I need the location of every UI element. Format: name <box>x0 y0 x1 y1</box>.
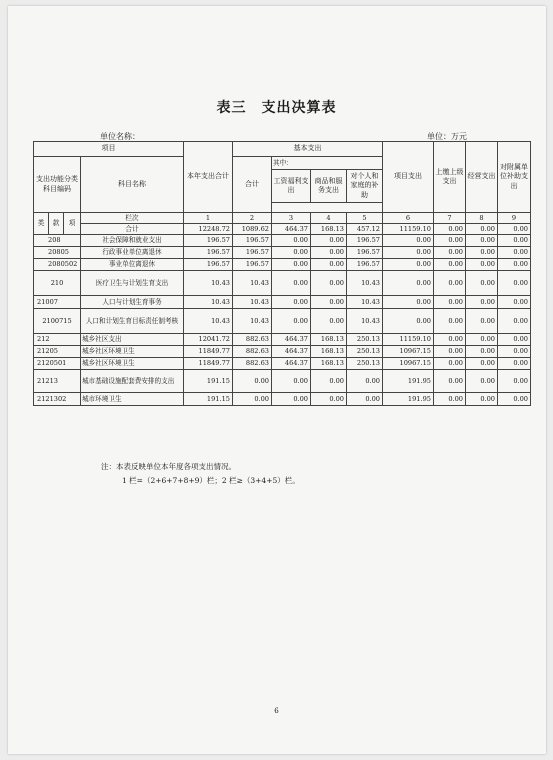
amount-cell: 0.00 <box>434 259 466 271</box>
amount-cell: 0.00 <box>498 247 531 259</box>
unit-name-label: 单位名称： <box>100 132 140 141</box>
amount-cell: 0.00 <box>466 235 498 247</box>
subject-name: 社会保障和就业支出 <box>81 235 184 247</box>
amount-cell: 0.00 <box>434 271 466 296</box>
amount-cell: 250.13 <box>347 358 383 370</box>
amount-cell: 0.00 <box>272 247 311 259</box>
subject-code: 21213 <box>34 370 81 393</box>
annual-total-header: 本年支出合计 <box>184 142 233 213</box>
amount-cell: 0.00 <box>233 370 272 393</box>
table-row <box>34 393 531 406</box>
column-number: 7 <box>434 213 466 224</box>
upper-expense-header: 上缴上级支出 <box>434 142 466 213</box>
page-number: 6 <box>274 707 279 715</box>
unit-label: 单位：万元 <box>427 132 467 141</box>
project-expense-header: 项目支出 <box>383 142 434 213</box>
amount-cell: 0.00 <box>311 259 347 271</box>
amount-cell: 464.37 <box>272 346 311 358</box>
amount-cell: 0.00 <box>383 247 434 259</box>
amount-cell: 0.00 <box>311 370 347 393</box>
amount-cell: 0.00 <box>498 309 531 334</box>
amount-cell: 10.43 <box>347 296 383 309</box>
subject-code: 2100715 <box>34 309 81 334</box>
amount-cell: 0.00 <box>311 271 347 296</box>
among-header: 其中： <box>272 157 383 170</box>
total-value: 11159.10 <box>383 224 434 235</box>
note-line-2: 1 栏=（2+6+7+8+9）栏；2 栏≥（3+4+5）栏。 <box>122 476 300 485</box>
amount-cell: 0.00 <box>383 271 434 296</box>
subject-code: 210 <box>34 271 81 296</box>
amount-cell: 0.00 <box>466 247 498 259</box>
amount-cell: 0.00 <box>272 309 311 334</box>
amount-cell: 0.00 <box>498 393 531 406</box>
amount-cell: 12041.72 <box>184 334 233 346</box>
amount-cell: 0.00 <box>311 235 347 247</box>
amount-cell: 0.00 <box>466 358 498 370</box>
total-value: 0.00 <box>466 224 498 235</box>
amount-cell: 250.13 <box>347 334 383 346</box>
total-label: 合计 <box>81 224 184 235</box>
amount-cell: 0.00 <box>498 334 531 346</box>
table-row <box>34 370 531 393</box>
column-number: 6 <box>383 213 434 224</box>
subject-code: 21007 <box>34 296 81 309</box>
amount-cell: 0.00 <box>498 271 531 296</box>
code-header: 支出功能分类科目编码 <box>34 157 81 213</box>
amount-cell: 10.43 <box>347 271 383 296</box>
amount-cell: 196.57 <box>184 259 233 271</box>
table-row <box>34 271 531 296</box>
amount-cell: 0.00 <box>311 309 347 334</box>
table-row <box>34 346 531 358</box>
amount-cell: 0.00 <box>233 393 272 406</box>
amount-cell: 0.00 <box>434 393 466 406</box>
amount-cell: 0.00 <box>466 259 498 271</box>
amount-cell: 0.00 <box>311 247 347 259</box>
amount-cell: 0.00 <box>311 296 347 309</box>
amount-cell: 0.00 <box>498 346 531 358</box>
amount-cell: 882.63 <box>233 358 272 370</box>
amount-cell: 196.57 <box>233 247 272 259</box>
amount-cell: 196.57 <box>347 235 383 247</box>
column-number: 9 <box>498 213 531 224</box>
column-number: 2 <box>233 213 272 224</box>
amount-cell: 0.00 <box>434 334 466 346</box>
amount-cell: 0.00 <box>272 259 311 271</box>
note-line-1: 注：本表反映单位本年度各项支出情况。 <box>101 462 236 471</box>
table-row <box>34 334 531 346</box>
amount-cell: 0.00 <box>498 259 531 271</box>
amount-cell: 10967.15 <box>383 358 434 370</box>
amount-cell: 10.43 <box>233 309 272 334</box>
xiang-header: 项 <box>64 213 81 235</box>
amount-cell: 0.00 <box>347 393 383 406</box>
column-number: 4 <box>311 213 347 224</box>
subject-name: 城市环境卫生 <box>81 393 184 406</box>
amount-cell: 0.00 <box>434 358 466 370</box>
subject-code: 2080502 <box>34 259 81 271</box>
subject-code: 212 <box>34 334 81 346</box>
subject-name: 医疗卫生与计划生育支出 <box>81 271 184 296</box>
subject-code: 21205 <box>34 346 81 358</box>
amount-cell: 196.57 <box>233 259 272 271</box>
column-number: 1 <box>184 213 233 224</box>
amount-cell: 10.43 <box>347 309 383 334</box>
amount-cell: 0.00 <box>498 358 531 370</box>
expenditure-table <box>33 141 531 406</box>
amount-cell: 0.00 <box>272 271 311 296</box>
subject-code: 20805 <box>34 247 81 259</box>
amount-cell: 196.57 <box>184 235 233 247</box>
amount-cell: 464.37 <box>272 334 311 346</box>
amount-cell: 0.00 <box>434 296 466 309</box>
total-value: 168.13 <box>311 224 347 235</box>
total-value: 0.00 <box>498 224 531 235</box>
amount-cell: 0.00 <box>272 235 311 247</box>
amount-cell: 464.37 <box>272 358 311 370</box>
amount-cell: 11159.10 <box>383 334 434 346</box>
amount-cell: 0.00 <box>383 259 434 271</box>
project-header: 项目 <box>34 142 184 157</box>
table-title: 表三 支出决算表 <box>216 100 337 116</box>
amount-cell: 0.00 <box>466 370 498 393</box>
amount-cell: 191.95 <box>383 370 434 393</box>
amount-cell: 0.00 <box>466 346 498 358</box>
amount-cell: 0.00 <box>466 271 498 296</box>
subject-name: 城市基础设施配套费安排的支出 <box>81 370 184 393</box>
amount-cell: 0.00 <box>383 309 434 334</box>
lei-header: 类 <box>34 213 49 235</box>
subject-name: 城乡社区环境卫生 <box>81 346 184 358</box>
table-row <box>34 296 531 309</box>
total-value: 12248.72 <box>184 224 233 235</box>
basic-total-header: 合计 <box>233 157 272 213</box>
total-value: 457.12 <box>347 224 383 235</box>
amount-cell: 0.00 <box>347 370 383 393</box>
amount-cell: 168.13 <box>311 346 347 358</box>
total-value: 464.37 <box>272 224 311 235</box>
amount-cell: 0.00 <box>434 235 466 247</box>
business-expense-header: 经营支出 <box>466 142 498 213</box>
column-number: 5 <box>347 213 383 224</box>
amount-cell: 10.43 <box>184 309 233 334</box>
amount-cell: 11849.77 <box>184 346 233 358</box>
amount-cell: 191.95 <box>383 393 434 406</box>
amount-cell: 0.00 <box>311 393 347 406</box>
amount-cell: 882.63 <box>233 346 272 358</box>
amount-cell: 0.00 <box>466 393 498 406</box>
total-value: 1089.62 <box>233 224 272 235</box>
amount-cell: 0.00 <box>434 247 466 259</box>
table-row <box>34 235 531 247</box>
amount-cell: 196.57 <box>233 235 272 247</box>
table-row <box>34 309 531 334</box>
amount-cell: 10.43 <box>184 271 233 296</box>
column-number: 3 <box>272 213 311 224</box>
table-row <box>34 259 531 271</box>
amount-cell: 0.00 <box>466 296 498 309</box>
amount-cell: 0.00 <box>434 346 466 358</box>
amount-cell: 191.15 <box>184 370 233 393</box>
amount-cell: 0.00 <box>272 370 311 393</box>
amount-cell: 250.13 <box>347 346 383 358</box>
amount-cell: 0.00 <box>272 393 311 406</box>
goods-header: 商品和服务支出 <box>311 170 347 203</box>
amount-cell: 168.13 <box>311 334 347 346</box>
column-number: 8 <box>466 213 498 224</box>
subject-name: 城乡社区环境卫生 <box>81 358 184 370</box>
basic-expense-header: 基本支出 <box>233 142 383 157</box>
amount-cell: 0.00 <box>434 309 466 334</box>
subject-name: 行政事业单位离退休 <box>81 247 184 259</box>
subject-name: 人口和计划生育目标责任制考核 <box>81 309 184 334</box>
amount-cell: 0.00 <box>272 296 311 309</box>
amount-cell: 0.00 <box>498 370 531 393</box>
kuan-header: 款 <box>49 213 64 235</box>
amount-cell: 0.00 <box>466 334 498 346</box>
total-row <box>34 224 531 235</box>
amount-cell: 0.00 <box>383 235 434 247</box>
table-row <box>34 358 531 370</box>
table-row <box>34 247 531 259</box>
amount-cell: 191.15 <box>184 393 233 406</box>
personal-header: 对个人和家庭的补助 <box>347 170 383 203</box>
subject-name: 事业单位离退休 <box>81 259 184 271</box>
wage-header: 工资福利支出 <box>272 170 311 203</box>
amount-cell: 0.00 <box>434 370 466 393</box>
amount-cell: 0.00 <box>498 235 531 247</box>
amount-cell: 0.00 <box>466 309 498 334</box>
subsidy-expense-header: 对附属单位补助支出 <box>498 142 531 213</box>
column-no-label: 栏次 <box>81 213 184 224</box>
amount-cell: 196.57 <box>347 247 383 259</box>
subject-code: 2120501 <box>34 358 81 370</box>
amount-cell: 10.43 <box>184 296 233 309</box>
amount-cell: 196.57 <box>347 259 383 271</box>
subject-name: 人口与计划生育事务 <box>81 296 184 309</box>
amount-cell: 0.00 <box>498 296 531 309</box>
amount-cell: 10967.15 <box>383 346 434 358</box>
amount-cell: 10.43 <box>233 271 272 296</box>
total-value: 0.00 <box>434 224 466 235</box>
subject-code: 2121302 <box>34 393 81 406</box>
amount-cell: 0.00 <box>383 296 434 309</box>
amount-cell: 196.57 <box>184 247 233 259</box>
subject-name-header: 科目名称 <box>81 157 184 213</box>
amount-cell: 882.63 <box>233 334 272 346</box>
amount-cell: 11849.77 <box>184 358 233 370</box>
amount-cell: 10.43 <box>233 296 272 309</box>
subject-name: 城乡社区支出 <box>81 334 184 346</box>
amount-cell: 168.13 <box>311 358 347 370</box>
subject-code: 208 <box>34 235 81 247</box>
